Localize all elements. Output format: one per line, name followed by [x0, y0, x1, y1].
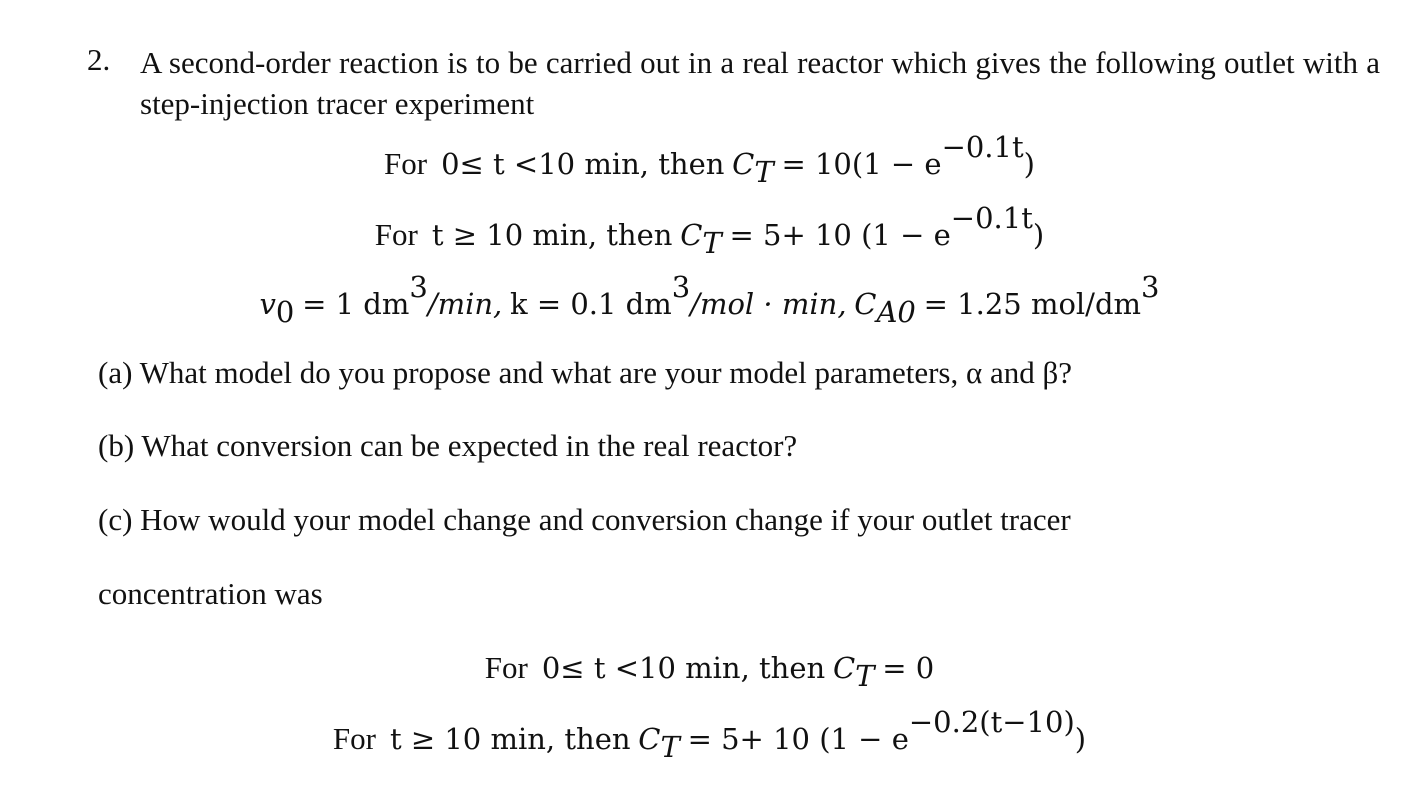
ca0-symbol: C: [854, 287, 877, 321]
eq3-rhs: = 0: [882, 651, 935, 685]
eq1-rhs: = 10(1 − e: [781, 147, 942, 181]
part-c: (c) How would your model change and conversion change if your outlet tracer: [98, 502, 1071, 537]
eq3-var: C: [832, 651, 856, 685]
ca0-value: = 1.25 mol/dm: [923, 287, 1142, 321]
v0-exp: 3: [409, 269, 428, 304]
parameters-line: [0, 269, 1419, 330]
eq2-prefix: For: [374, 217, 418, 252]
eq4-var: C: [638, 722, 661, 756]
equation-4: [0, 704, 1419, 765]
k-exp: 3: [671, 269, 691, 304]
eq1-var-sub: T: [754, 155, 774, 190]
v0-unit: /min,: [427, 287, 503, 321]
v0-value: = 1 dm: [302, 287, 410, 321]
part-b: (b) What conversion can be expected in the real reactor?: [98, 428, 798, 463]
eq3-prefix: For: [484, 650, 528, 685]
eq3-condition: 0≤ t <10 min, then: [541, 651, 826, 685]
eq1-exp: −0.1t: [941, 129, 1024, 164]
question-number: 2.: [87, 42, 111, 77]
eq4-rhs: = 5+ 10 (1 − e: [687, 722, 909, 756]
eq1-prefix: For: [384, 146, 428, 181]
part-c-continued: concentration was: [98, 576, 323, 611]
eq2-condition: t ≥ 10 min, then: [431, 218, 673, 252]
v0-sub: 0: [275, 295, 295, 330]
eq4-var-sub: T: [660, 730, 680, 765]
eq1-tail: ): [1023, 147, 1035, 181]
eq1-var: C: [732, 147, 755, 181]
equation-2: [0, 200, 1419, 261]
eq2-rhs: = 5+ 10 (1 − e: [729, 218, 951, 252]
question-text: A second-order reaction is to be carried out in a real reactor which gives the following outlet with a step-injection tracer experiment: [140, 45, 1380, 121]
k-value: k = 0.1 dm: [510, 287, 672, 321]
eq2-tail: ): [1032, 218, 1045, 252]
eq4-condition: t ≥ 10 min, then: [389, 722, 631, 756]
eq4-prefix: For: [332, 721, 376, 756]
ca0-exp: 3: [1141, 269, 1160, 304]
v0-symbol: v: [259, 287, 276, 321]
eq4-tail: ): [1074, 722, 1087, 756]
part-a: (a) What model do you propose and what are your model parameters, α and β?: [98, 355, 1073, 390]
equation-1: [0, 129, 1419, 190]
eq2-var-sub: T: [702, 226, 722, 261]
eq3-var-sub: T: [855, 659, 875, 694]
eq2-exp: −0.1t: [950, 200, 1033, 235]
k-unit: /mol · min,: [690, 287, 847, 321]
eq2-var: C: [680, 218, 703, 252]
eq4-exp: −0.2(t−10): [908, 704, 1075, 739]
ca0-sub: A0: [876, 295, 916, 330]
eq1-condition: 0≤ t <10 min, then: [441, 147, 725, 181]
equation-3: [0, 650, 1419, 694]
